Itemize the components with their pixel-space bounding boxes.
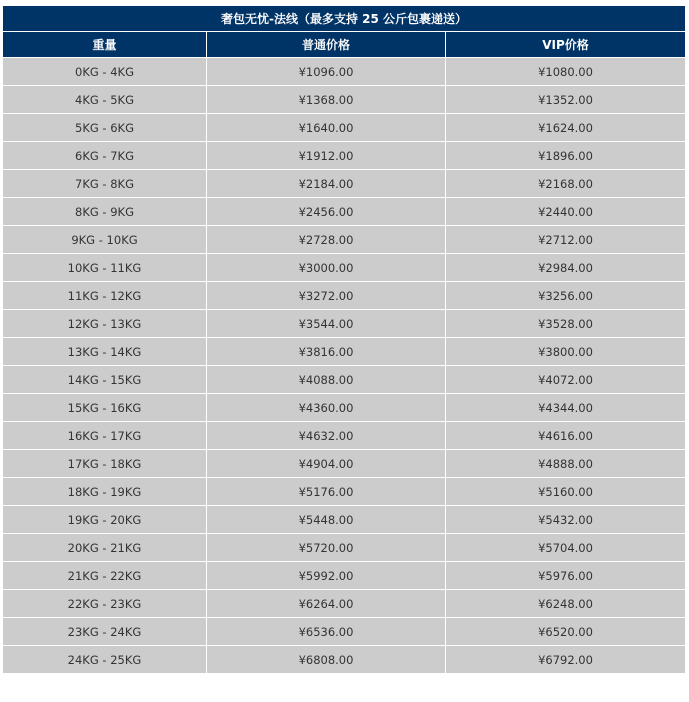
table-row <box>3 534 685 561</box>
regular-price-cell: ¥3000.00 <box>207 254 445 281</box>
table-row <box>3 282 685 309</box>
vip-price-cell: ¥1080.00 <box>446 58 685 85</box>
shipping-rate-table-container <box>2 5 686 674</box>
regular-price-cell: ¥6808.00 <box>207 646 445 673</box>
table-row <box>3 646 685 673</box>
weight-cell: 8KG - 9KG <box>3 198 206 225</box>
table-title: 奢包无忧-法线（最多支持 25 公斤包裹递送） <box>3 6 685 31</box>
regular-price-cell: ¥2184.00 <box>207 170 445 197</box>
column-header-weight: 重量 <box>3 32 206 57</box>
table-row <box>3 562 685 589</box>
weight-cell: 17KG - 18KG <box>3 450 206 477</box>
vip-price-cell: ¥1624.00 <box>446 114 685 141</box>
vip-price-cell: ¥3528.00 <box>446 310 685 337</box>
regular-price-cell: ¥1096.00 <box>207 58 445 85</box>
regular-price-cell: ¥5992.00 <box>207 562 445 589</box>
weight-cell: 7KG - 8KG <box>3 170 206 197</box>
weight-cell: 23KG - 24KG <box>3 618 206 645</box>
column-header-regular-price: 普通价格 <box>207 32 445 57</box>
table-row <box>3 590 685 617</box>
regular-price-cell: ¥5176.00 <box>207 478 445 505</box>
table-row <box>3 450 685 477</box>
weight-cell: 21KG - 22KG <box>3 562 206 589</box>
weight-cell: 22KG - 23KG <box>3 590 206 617</box>
vip-price-cell: ¥5160.00 <box>446 478 685 505</box>
vip-price-cell: ¥6792.00 <box>446 646 685 673</box>
weight-cell: 12KG - 13KG <box>3 310 206 337</box>
vip-price-cell: ¥3256.00 <box>446 282 685 309</box>
column-header-vip-price: VIP价格 <box>446 32 685 57</box>
weight-cell: 18KG - 19KG <box>3 478 206 505</box>
vip-price-cell: ¥5704.00 <box>446 534 685 561</box>
vip-price-cell: ¥2984.00 <box>446 254 685 281</box>
table-row <box>3 226 685 253</box>
vip-price-cell: ¥5432.00 <box>446 506 685 533</box>
regular-price-cell: ¥3272.00 <box>207 282 445 309</box>
regular-price-cell: ¥6264.00 <box>207 590 445 617</box>
table-row <box>3 170 685 197</box>
table-row <box>3 618 685 645</box>
weight-cell: 5KG - 6KG <box>3 114 206 141</box>
table-body <box>3 58 685 673</box>
table-row <box>3 86 685 113</box>
regular-price-cell: ¥4360.00 <box>207 394 445 421</box>
vip-price-cell: ¥1352.00 <box>446 86 685 113</box>
regular-price-cell: ¥3816.00 <box>207 338 445 365</box>
vip-price-cell: ¥3800.00 <box>446 338 685 365</box>
weight-cell: 19KG - 20KG <box>3 506 206 533</box>
table-row <box>3 310 685 337</box>
vip-price-cell: ¥5976.00 <box>446 562 685 589</box>
regular-price-cell: ¥1368.00 <box>207 86 445 113</box>
weight-cell: 13KG - 14KG <box>3 338 206 365</box>
table-row <box>3 198 685 225</box>
regular-price-cell: ¥5720.00 <box>207 534 445 561</box>
table-row <box>3 114 685 141</box>
vip-price-cell: ¥2440.00 <box>446 198 685 225</box>
weight-cell: 4KG - 5KG <box>3 86 206 113</box>
regular-price-cell: ¥1912.00 <box>207 142 445 169</box>
table-row <box>3 142 685 169</box>
table-row <box>3 366 685 393</box>
weight-cell: 11KG - 12KG <box>3 282 206 309</box>
weight-cell: 15KG - 16KG <box>3 394 206 421</box>
weight-cell: 14KG - 15KG <box>3 366 206 393</box>
regular-price-cell: ¥4632.00 <box>207 422 445 449</box>
regular-price-cell: ¥4088.00 <box>207 366 445 393</box>
vip-price-cell: ¥6248.00 <box>446 590 685 617</box>
regular-price-cell: ¥1640.00 <box>207 114 445 141</box>
table-row <box>3 478 685 505</box>
table-header-row <box>3 32 685 57</box>
regular-price-cell: ¥4904.00 <box>207 450 445 477</box>
table-title-row <box>3 6 685 31</box>
weight-cell: 6KG - 7KG <box>3 142 206 169</box>
weight-cell: 9KG - 10KG <box>3 226 206 253</box>
regular-price-cell: ¥2728.00 <box>207 226 445 253</box>
table-row <box>3 254 685 281</box>
regular-price-cell: ¥2456.00 <box>207 198 445 225</box>
vip-price-cell: ¥4072.00 <box>446 366 685 393</box>
vip-price-cell: ¥1896.00 <box>446 142 685 169</box>
table-row <box>3 58 685 85</box>
regular-price-cell: ¥5448.00 <box>207 506 445 533</box>
weight-cell: 0KG - 4KG <box>3 58 206 85</box>
vip-price-cell: ¥4344.00 <box>446 394 685 421</box>
table-row <box>3 338 685 365</box>
vip-price-cell: ¥2168.00 <box>446 170 685 197</box>
vip-price-cell: ¥4888.00 <box>446 450 685 477</box>
shipping-rate-table <box>2 5 686 674</box>
weight-cell: 16KG - 17KG <box>3 422 206 449</box>
weight-cell: 10KG - 11KG <box>3 254 206 281</box>
table-row <box>3 506 685 533</box>
regular-price-cell: ¥6536.00 <box>207 618 445 645</box>
vip-price-cell: ¥4616.00 <box>446 422 685 449</box>
vip-price-cell: ¥6520.00 <box>446 618 685 645</box>
weight-cell: 20KG - 21KG <box>3 534 206 561</box>
regular-price-cell: ¥3544.00 <box>207 310 445 337</box>
vip-price-cell: ¥2712.00 <box>446 226 685 253</box>
weight-cell: 24KG - 25KG <box>3 646 206 673</box>
table-row <box>3 394 685 421</box>
table-row <box>3 422 685 449</box>
